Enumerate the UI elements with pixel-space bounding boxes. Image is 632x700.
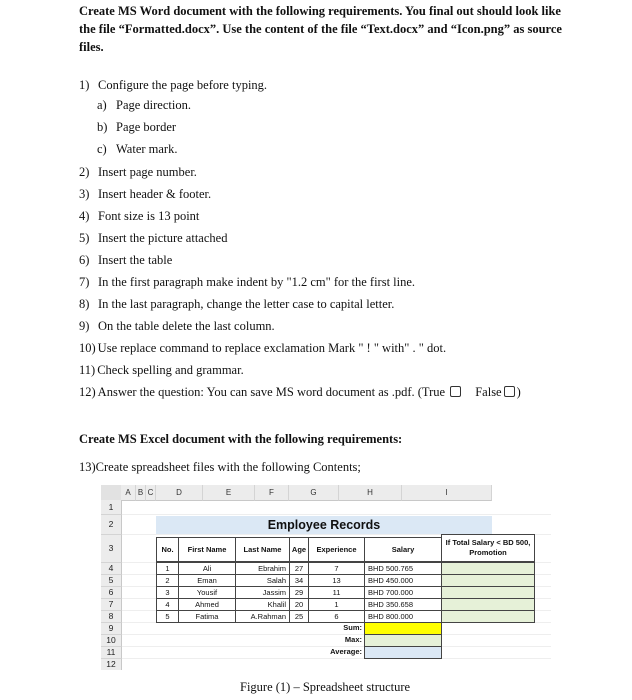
table-cell[interactable]: 6 xyxy=(308,610,365,623)
requirement-item xyxy=(79,275,415,290)
requirement-item xyxy=(79,209,199,224)
promotion-header-cell[interactable]: If Total Salary < BD 500, Promotion xyxy=(441,534,535,562)
table-cell[interactable]: 3 xyxy=(156,586,179,599)
requirement-item xyxy=(79,231,227,246)
row-header[interactable]: 7 xyxy=(101,599,122,611)
item-text: Page border xyxy=(116,120,177,134)
sheet-corner xyxy=(101,485,122,501)
column-header[interactable]: B xyxy=(136,485,146,501)
table-cell[interactable]: 27 xyxy=(289,562,309,575)
word-intro-paragraph: Create MS Word document with the following requirements. You final out should look like the file “Formatted.docx”. Use the content of the file “Text.docx” and “Icon.png” as source files. xyxy=(79,4,562,54)
table-cell[interactable]: 11 xyxy=(308,586,365,599)
item-text: Answer the question: You can save MS word document as .pdf. (True xyxy=(97,385,446,399)
item-number: 13) xyxy=(79,460,96,474)
item-text: In the first paragraph make indent by "1.2 cm" for the first line. xyxy=(98,275,416,289)
table-cell[interactable]: BHD 350.658 xyxy=(364,598,442,611)
spreadsheet-image xyxy=(101,485,551,670)
table-cell[interactable]: Ebrahim xyxy=(235,562,290,575)
summary-value-cell[interactable] xyxy=(364,646,442,659)
table-cell[interactable]: 4 xyxy=(156,598,179,611)
table-cell[interactable]: Salah xyxy=(235,574,290,587)
item-text: On the table delete the last column. xyxy=(98,319,275,333)
column-header[interactable]: D xyxy=(156,485,203,501)
gridline xyxy=(122,514,551,515)
column-header[interactable]: F xyxy=(255,485,289,501)
item-text: Page direction. xyxy=(116,98,191,112)
summary-label-cell[interactable]: Max: xyxy=(344,635,362,644)
row-header[interactable]: 6 xyxy=(101,587,122,599)
item-number: c) xyxy=(97,142,107,156)
column-header[interactable]: I xyxy=(402,485,492,501)
requirement-item xyxy=(79,78,267,93)
requirement-item xyxy=(79,187,211,202)
table-cell[interactable]: Fatima xyxy=(178,610,236,623)
item-number: 9) xyxy=(79,319,90,333)
item-text: Use replace command to replace exclamation Mark " ! " with" . " dot. xyxy=(97,341,447,355)
table-cell[interactable]: Eman xyxy=(178,574,236,587)
requirement-item xyxy=(97,142,177,157)
table-header-cell[interactable]: Salary xyxy=(364,537,442,562)
item-number: 1) xyxy=(79,78,90,92)
requirement-item xyxy=(79,297,394,312)
requirement-item xyxy=(79,319,275,334)
table-cell[interactable]: Ali xyxy=(178,562,236,575)
item-number: 6) xyxy=(79,253,90,267)
column-header[interactable]: E xyxy=(203,485,255,501)
requirement-item xyxy=(97,98,191,113)
table-cell[interactable]: A.Rahman xyxy=(235,610,290,623)
table-cell[interactable]: 34 xyxy=(289,574,309,587)
item-number: 12) xyxy=(79,385,96,399)
table-header-cell[interactable]: Age xyxy=(289,537,309,562)
item-text: Check spelling and grammar. xyxy=(97,363,244,377)
item-text: Font size is 13 point xyxy=(98,209,200,223)
item-number: 7) xyxy=(79,275,90,289)
row-header[interactable]: 12 xyxy=(101,659,122,670)
table-cell[interactable]: 20 xyxy=(289,598,309,611)
column-header[interactable]: A xyxy=(121,485,136,501)
row-header[interactable]: 10 xyxy=(101,635,122,647)
item-text: Insert the table xyxy=(98,253,173,267)
row-header[interactable]: 11 xyxy=(101,647,122,659)
row-header[interactable]: 5 xyxy=(101,575,122,587)
item-text: Configure the page before typing. xyxy=(98,78,268,92)
item-text: Insert page number. xyxy=(98,165,197,179)
row-header[interactable]: 4 xyxy=(101,563,122,575)
table-cell[interactable]: Jassim xyxy=(235,586,290,599)
table-cell[interactable]: Khalil xyxy=(235,598,290,611)
table-header-cell[interactable]: Experience xyxy=(308,537,365,562)
table-cell[interactable]: Yousif xyxy=(178,586,236,599)
item-number: 4) xyxy=(79,209,90,223)
item-text: Insert the picture attached xyxy=(98,231,228,245)
item-number: 5) xyxy=(79,231,90,245)
requirement-item xyxy=(79,253,172,268)
item-text: In the last paragraph, change the letter case to capital letter. xyxy=(98,297,395,311)
item-number: 11) xyxy=(79,363,96,377)
true-checkbox[interactable] xyxy=(450,386,461,397)
row-header[interactable]: 2 xyxy=(101,515,122,535)
table-header-cell[interactable]: First Name xyxy=(178,537,236,562)
table-header-cell[interactable]: Last Name xyxy=(235,537,290,562)
table-cell[interactable]: 25 xyxy=(289,610,309,623)
table-cell[interactable]: BHD 700.000 xyxy=(364,586,442,599)
item-number: 3) xyxy=(79,187,90,201)
excel-heading: Create MS Excel document with the following requirements: xyxy=(79,432,403,446)
table-cell[interactable]: 2 xyxy=(156,574,179,587)
table-cell[interactable]: 5 xyxy=(156,610,179,623)
requirement-item xyxy=(97,120,176,135)
requirement-item xyxy=(79,341,446,356)
requirement-item xyxy=(79,165,197,180)
item-text: Create spreadsheet files with the following Contents; xyxy=(95,460,361,474)
item-text: Water mark. xyxy=(116,142,178,156)
item-number: 8) xyxy=(79,297,90,311)
false-checkbox[interactable] xyxy=(504,386,515,397)
item-number: 10) xyxy=(79,341,96,355)
requirement-item xyxy=(79,363,244,378)
table-cell[interactable]: 1 xyxy=(308,598,365,611)
row-header[interactable]: 9 xyxy=(101,623,122,635)
column-header[interactable]: G xyxy=(289,485,339,501)
table-cell[interactable]: BHD 800.000 xyxy=(364,610,442,623)
figure-caption: Figure (1) – Spreadsheet structure xyxy=(240,680,411,694)
employee-records-title: Employee Records xyxy=(156,516,492,534)
column-header[interactable]: H xyxy=(339,485,402,501)
table-header-cell[interactable]: No. xyxy=(156,537,179,562)
table-cell[interactable]: BHD 450.000 xyxy=(364,574,442,587)
table-cell[interactable]: BHD 500.765 xyxy=(364,562,442,575)
row-header[interactable]: 8 xyxy=(101,611,122,623)
row-header[interactable]: 3 xyxy=(101,535,122,563)
item-number: a) xyxy=(97,98,107,112)
table-cell[interactable]: 7 xyxy=(308,562,365,575)
row-header[interactable]: 1 xyxy=(101,500,122,515)
table-cell[interactable]: 13 xyxy=(308,574,365,587)
summary-label-cell[interactable]: Sum: xyxy=(343,623,362,632)
excel-item-13 xyxy=(79,460,361,475)
closing-paren: ) xyxy=(516,385,521,399)
column-header[interactable]: C xyxy=(146,485,156,501)
promotion-cell[interactable] xyxy=(441,610,535,623)
item-text: Insert header & footer. xyxy=(98,187,212,201)
summary-label-cell[interactable]: Average: xyxy=(330,647,362,656)
false-label: False xyxy=(475,385,502,399)
table-cell[interactable]: 1 xyxy=(156,562,179,575)
table-cell[interactable]: 29 xyxy=(289,586,309,599)
item-number: b) xyxy=(97,120,108,134)
table-cell[interactable]: Ahmed xyxy=(178,598,236,611)
item-number: 2) xyxy=(79,165,90,179)
requirement-item xyxy=(79,385,521,400)
